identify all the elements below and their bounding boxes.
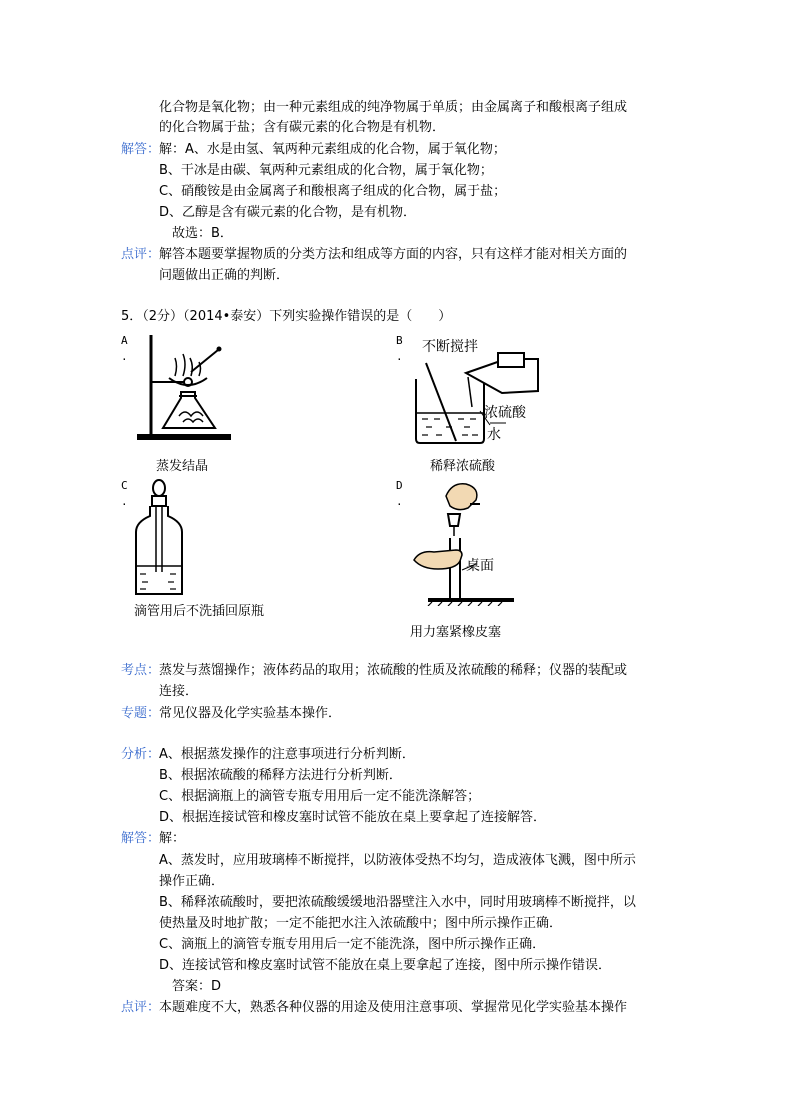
jieda-line-7: D、连接试管和橡皮塞时试管不能放在桌上要拿起了连接，图中所示操作错误． bbox=[159, 958, 612, 973]
jieda-line-1: 解： bbox=[159, 831, 186, 846]
option-c-caption: 滴管用后不洗插回原瓶 bbox=[134, 604, 265, 619]
jieda-line-6: C、滴瓶上的滴管专瓶专用用后一定不能洗涤，图中所示操作正确． bbox=[159, 937, 546, 952]
prev-answer-label: 解答： bbox=[121, 142, 161, 157]
fenxi-line-1: A、根据蒸发操作的注意事项进行分析判断． bbox=[159, 747, 415, 762]
option-b-caption: 稀释浓硫酸 bbox=[430, 459, 496, 474]
option-b-label-water: 水 bbox=[487, 427, 501, 443]
fenxi-label: 分析： bbox=[121, 747, 161, 762]
prev-text-line-2: 的化合物属于盐；含有碳元素的化合物是有机物． bbox=[159, 120, 446, 135]
fenxi-line-4: D、根据连接试管和橡皮塞时试管不能放在桌上要拿起了连接解答． bbox=[159, 810, 547, 825]
jieda-line-2: A、蒸发时，应用玻璃棒不断搅拌，以防液体受热不均匀，造成液体飞溅，图中所示 bbox=[159, 853, 636, 868]
jieda-line-3: 操作正确． bbox=[159, 874, 225, 889]
fenxi-line-2: B、根据浓硫酸的稀释方法进行分析判断． bbox=[159, 768, 402, 783]
prev-text-line-1: 化合物是氧化物；由一种元素组成的纯净物属于单质；由金属离子和酸根离子组成 bbox=[159, 100, 628, 115]
prev-comment-line-2: 问题做出正确的判断． bbox=[159, 268, 290, 283]
option-d-caption: 用力塞紧橡皮塞 bbox=[410, 625, 502, 640]
test-tube-stopper-figure bbox=[410, 480, 520, 606]
jieda-line-4: B、稀释浓硫酸时，要把浓硫酸缓缓地沿器壁注入水中，同时用玻璃棒不断搅拌，以 bbox=[159, 895, 636, 910]
prev-answer-line-2: B、干冰是由碳、氧两种元素组成的化合物，属于氧化物； bbox=[159, 163, 493, 178]
option-c-dot: . bbox=[121, 495, 128, 508]
option-a-caption: 蒸发结晶 bbox=[156, 459, 209, 474]
prev-comment-label: 点评： bbox=[121, 247, 161, 262]
option-b-dot: . bbox=[396, 350, 403, 363]
evaporation-apparatus-figure bbox=[133, 332, 253, 444]
option-d-letter: D bbox=[396, 479, 403, 492]
option-a-letter: A bbox=[121, 334, 128, 347]
jieda-line-5: 使热量及时地扩散；一定不能把水注入浓硫酸中；图中所示操作正确． bbox=[159, 916, 563, 931]
dropper-bottle-figure bbox=[134, 478, 210, 598]
option-b-label-stir: 不断搅拌 bbox=[422, 339, 478, 355]
option-b-label-acid: 浓硫酸 bbox=[484, 405, 526, 421]
jieda-label: 解答： bbox=[121, 831, 161, 846]
option-a-dot: . bbox=[121, 350, 128, 363]
option-d-dot: . bbox=[396, 495, 403, 508]
dianping-label: 点评： bbox=[121, 1000, 161, 1015]
fenxi-line-3: C、根据滴瓶上的滴管专瓶专用用后一定不能洗涤解答； bbox=[159, 789, 481, 804]
kaodian-label: 考点： bbox=[121, 663, 161, 678]
kaodian-line-1: 蒸发与蒸馏操作；液体药品的取用；浓硫酸的性质及浓硫酸的稀释；仪器的装配或 bbox=[159, 663, 628, 678]
prev-answer-line-1: 解：A、水是由氢、氧两种元素组成的化合物，属于氧化物； bbox=[159, 142, 506, 157]
prev-answer-line-4: D、乙醇是含有碳元素的化合物，是有机物． bbox=[159, 205, 417, 220]
kaodian-line-2: 连接． bbox=[159, 684, 199, 699]
option-c-letter: C bbox=[121, 479, 128, 492]
prev-answer-line-3: C、硝酸铵是由金属离子和酸根离子组成的化合物，属于盐； bbox=[159, 184, 507, 199]
prev-comment-line-1: 解答本题要掌握物质的分类方法和组成等方面的内容，只有这样才能对相关方面的 bbox=[159, 247, 628, 262]
zhuanti-line-1: 常见仪器及化学实验基本操作． bbox=[159, 706, 342, 721]
question-stem: 5．（2分）（2014•泰安）下列实验操作错误的是（ ） bbox=[121, 309, 452, 324]
dianping-line-1: 本题难度不大，熟悉各种仪器的用途及使用注意事项、掌握常见化学实验基本操作 bbox=[159, 1000, 628, 1015]
option-d-label-table: 桌面 bbox=[466, 558, 494, 574]
zhuanti-label: 专题： bbox=[121, 706, 161, 721]
option-b-letter: B bbox=[396, 334, 403, 347]
jieda-line-8: 答案：D bbox=[172, 979, 222, 994]
prev-answer-line-5: 故选：B． bbox=[172, 226, 233, 241]
